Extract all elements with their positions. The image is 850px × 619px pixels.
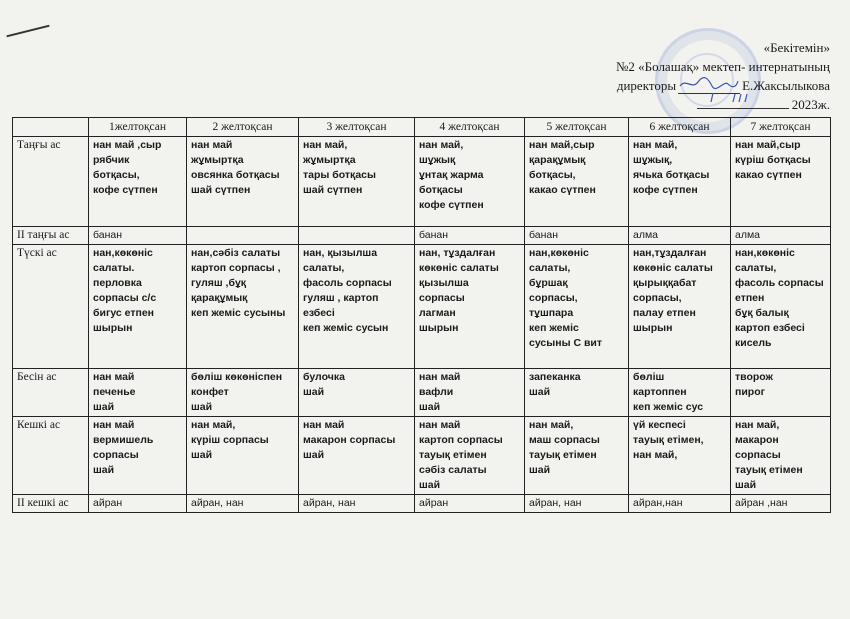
menu-cell: [525, 227, 629, 245]
dish-line: вермишель: [93, 434, 154, 446]
dish-line: салаты,: [735, 262, 777, 274]
dish-line: нан май: [303, 419, 345, 431]
approval-header: [616, 38, 830, 114]
dish-line: айран: [93, 497, 123, 509]
dish-line: бұқ балық: [735, 307, 789, 319]
dish-line: бөліш көкөніспен: [191, 371, 283, 383]
dish-line: тауық етімен,: [633, 434, 704, 446]
menu-cell: [89, 417, 187, 495]
day-header: 4 желтоқсан: [415, 118, 525, 137]
dish-line: творож: [735, 371, 774, 383]
dish-line: шай: [735, 479, 757, 491]
dish-line: нан,көкөніс: [529, 247, 589, 259]
dish-line: нан,көкөніс: [735, 247, 795, 259]
table-row: [13, 495, 831, 513]
dish-line: нан май ,сыр: [93, 139, 162, 151]
dish-line: ботқасы: [419, 184, 463, 196]
dish-line: какао сүтпен: [735, 169, 802, 181]
menu-cell: [629, 495, 731, 513]
dish-line: сусыны С вит: [529, 337, 603, 349]
dish-line: шай сүтпен: [303, 184, 363, 196]
menu-cell: [525, 369, 629, 417]
menu-cell: [299, 227, 415, 245]
dish-line: нан май: [419, 419, 461, 431]
menu-cell: [629, 227, 731, 245]
dish-line: картоппен: [633, 386, 687, 398]
dish-line: тары ботқасы: [303, 169, 376, 181]
menu-cell: [629, 245, 731, 369]
approve-label: «Бекітемін»: [763, 40, 830, 55]
dish-line: көкөніс салаты: [633, 262, 713, 274]
dish-line: шай: [191, 401, 213, 413]
dish-line: шай: [191, 449, 213, 461]
dish-line: нан май,сыр: [529, 139, 595, 151]
day-header: 1желтоқсан: [89, 118, 187, 137]
dish-line: шай: [529, 386, 551, 398]
menu-cell: [187, 227, 299, 245]
menu-cell: [525, 417, 629, 495]
dish-line: нан май,: [529, 419, 574, 431]
day-header: 7 желтоқсан: [731, 118, 831, 137]
meal-label: ІІ кешкі ас: [13, 495, 89, 513]
dish-line: салаты.: [93, 262, 135, 274]
dish-line: сорпасы,: [633, 292, 682, 304]
dish-line: нан, қызылша: [303, 247, 378, 259]
dish-line: макарон сорпасы: [303, 434, 396, 446]
menu-cell: [187, 245, 299, 369]
dish-line: үй кеспесі: [633, 419, 686, 431]
meal-label: Бесін ас: [13, 369, 89, 417]
dish-line: кофе сүтпен: [93, 184, 158, 196]
menu-cell: [525, 245, 629, 369]
dish-line: какао сүтпен: [529, 184, 596, 196]
menu-cell: [731, 137, 831, 227]
scan-artifact-line: [6, 25, 49, 38]
dish-line: тұшпара: [529, 307, 574, 319]
dish-line: маш сорпасы: [529, 434, 600, 446]
dish-line: шырын: [93, 322, 133, 334]
menu-cell: [299, 369, 415, 417]
menu-cell: [525, 495, 629, 513]
dish-line: ботқасы,: [529, 169, 576, 181]
dish-line: шай: [93, 401, 115, 413]
dish-line: тауық етімен: [529, 449, 597, 461]
dish-line: фасоль сорпасы: [735, 277, 824, 289]
dish-line: кисель: [735, 337, 772, 349]
dish-line: салаты,: [303, 262, 345, 274]
menu-cell: [415, 245, 525, 369]
menu-cell: [89, 369, 187, 417]
date-line: [697, 95, 830, 114]
day-header: 6 желтоқсан: [629, 118, 731, 137]
dish-line: картоп езбесі: [735, 322, 805, 334]
dish-line: нан май,сыр: [735, 139, 801, 151]
dish-line: айран, нан: [191, 497, 244, 509]
menu-cell: [187, 137, 299, 227]
table-row: [13, 245, 831, 369]
table-row: [13, 137, 831, 227]
meal-label: ІІ таңғы ас: [13, 227, 89, 245]
dish-line: шұжық: [419, 154, 456, 166]
dish-line: шұжық,: [633, 154, 673, 166]
menu-cell: [415, 369, 525, 417]
dish-line: сорпасы с/с: [93, 292, 157, 304]
dish-line: сорпасы: [419, 292, 465, 304]
meal-label: Түскі ас: [13, 245, 89, 369]
dish-line: алма: [633, 229, 659, 241]
dish-line: нан май,: [633, 139, 678, 151]
dish-line: кофе сүтпен: [419, 199, 484, 211]
dish-line: айран: [419, 497, 449, 509]
dish-line: қызылша: [419, 277, 469, 289]
day-header: 2 желтоқсан: [187, 118, 299, 137]
dish-line: кофе сүтпен: [633, 184, 698, 196]
dish-line: сорпасы,: [529, 292, 578, 304]
menu-cell: [187, 417, 299, 495]
dish-line: көкөніс салаты: [419, 262, 499, 274]
dish-line: айран, нан: [529, 497, 582, 509]
meal-label: Таңғы ас: [13, 137, 89, 227]
dish-line: шай: [303, 449, 325, 461]
dish-line: нан май,: [419, 139, 464, 151]
corner-cell: [13, 118, 89, 137]
dish-line: кеп жеміс сусын: [303, 322, 389, 334]
dish-line: қарақұмық: [191, 292, 248, 304]
dish-line: фасоль сорпасы: [303, 277, 392, 289]
dish-line: макарон: [735, 434, 779, 446]
menu-cell: [629, 369, 731, 417]
dish-line: күріш сорпасы: [191, 434, 269, 446]
dish-line: нан май: [191, 139, 233, 151]
dish-line: бигус етпен: [93, 307, 155, 319]
dish-line: вафли: [419, 386, 454, 398]
dish-line: гуляш ,бұқ: [191, 277, 247, 289]
dish-line: күріш ботқасы: [735, 154, 811, 166]
menu-cell: [525, 137, 629, 227]
dish-line: банан: [529, 229, 559, 241]
dish-line: рябчик: [93, 154, 130, 166]
menu-cell: [731, 417, 831, 495]
dish-line: нан май,: [191, 419, 236, 431]
dish-line: айран ,нан: [735, 497, 788, 509]
menu-cell: [187, 369, 299, 417]
dish-line: нан май: [93, 371, 135, 383]
menu-cell: [629, 137, 731, 227]
dish-line: нан, тұздалған: [419, 247, 496, 259]
dish-line: алма: [735, 229, 761, 241]
weekly-menu-table: [12, 117, 831, 513]
dish-line: сәбіз салаты: [419, 464, 487, 476]
menu-cell: [89, 227, 187, 245]
menu-cell: [415, 417, 525, 495]
dish-line: сорпасы: [93, 449, 139, 461]
dish-line: жұмыртқа: [303, 154, 356, 166]
menu-cell: [731, 369, 831, 417]
dish-line: етпен: [735, 292, 765, 304]
table-row: [13, 417, 831, 495]
table-row: [13, 369, 831, 417]
dish-line: айран, нан: [303, 497, 356, 509]
dish-line: бұршақ: [529, 277, 568, 289]
table-header-row: [13, 118, 831, 137]
dish-line: кеп жеміс сус: [633, 401, 704, 413]
dish-line: запеканка: [529, 371, 581, 383]
dish-line: банан: [419, 229, 449, 241]
dish-line: кеп жеміс сусыны: [191, 307, 286, 319]
dish-line: овсянка ботқасы: [191, 169, 280, 181]
school-name: №2 «Болашақ» мектеп- интернатының: [616, 59, 830, 74]
dish-line: салаты,: [529, 262, 571, 274]
dish-line: палау етпен: [633, 307, 696, 319]
dish-line: ұнтақ жарма: [419, 169, 484, 181]
dish-line: нан,тұздалған: [633, 247, 707, 259]
dish-line: сорпасы: [735, 449, 781, 461]
menu-cell: [89, 495, 187, 513]
dish-line: айран,нан: [633, 497, 683, 509]
dish-line: банан: [93, 229, 123, 241]
menu-cell: [415, 227, 525, 245]
menu-cell: [299, 417, 415, 495]
date-handwritten: [697, 96, 789, 109]
dish-line: нан май,: [303, 139, 348, 151]
menu-cell: [629, 417, 731, 495]
director-name: Е.Жаксылыкова: [742, 78, 830, 93]
meal-label: Кешкі ас: [13, 417, 89, 495]
menu-cell: [415, 137, 525, 227]
director-prefix: директоры: [616, 78, 677, 93]
dish-line: перловка: [93, 277, 142, 289]
menu-cell: [731, 495, 831, 513]
dish-line: шай: [529, 464, 551, 476]
menu-cell: [299, 245, 415, 369]
dish-line: нан,сәбіз салаты: [191, 247, 281, 259]
dish-line: нан май,: [633, 449, 678, 461]
menu-cell: [89, 137, 187, 227]
dish-line: езбесі: [303, 307, 335, 319]
dish-line: шырын: [419, 322, 459, 334]
dish-line: печенье: [93, 386, 136, 398]
menu-cell: [415, 495, 525, 513]
dish-line: гуляш , картоп: [303, 292, 379, 304]
dish-line: шай: [419, 479, 441, 491]
dish-line: шай: [303, 386, 325, 398]
dish-line: кеп жеміс: [529, 322, 579, 334]
menu-cell: [731, 245, 831, 369]
menu-cell: [89, 245, 187, 369]
dish-line: картоп сорпасы: [419, 434, 503, 446]
dish-line: ботқасы,: [93, 169, 140, 181]
menu-cell: [299, 495, 415, 513]
dish-line: қарақұмық: [529, 154, 586, 166]
day-header: 5 желтоқсан: [525, 118, 629, 137]
dish-line: тауық етімен: [419, 449, 487, 461]
dish-line: пирог: [735, 386, 765, 398]
dish-line: тауық етімен: [735, 464, 803, 476]
dish-line: нан,көкөніс: [93, 247, 153, 259]
dish-line: картоп сорпасы ,: [191, 262, 281, 274]
day-header: 3 желтоқсан: [299, 118, 415, 137]
menu-cell: [187, 495, 299, 513]
menu-cell: [299, 137, 415, 227]
dish-line: жұмыртқа: [191, 154, 244, 166]
dish-line: ячька ботқасы: [633, 169, 710, 181]
dish-line: шай сүтпен: [191, 184, 251, 196]
dish-line: нан май: [419, 371, 461, 383]
dish-line: бөліш: [633, 371, 665, 383]
dish-line: булочка: [303, 371, 345, 383]
dish-line: конфет: [191, 386, 229, 398]
dish-line: шай: [419, 401, 441, 413]
dish-line: шырын: [633, 322, 673, 334]
year-label: 2023ж.: [791, 97, 830, 112]
dish-line: лагман: [419, 307, 456, 319]
menu-cell: [731, 227, 831, 245]
table-row: [13, 227, 831, 245]
dish-line: нан май: [93, 419, 135, 431]
dish-line: шай: [93, 464, 115, 476]
dish-line: нан май,: [735, 419, 780, 431]
dish-line: қырыққабат: [633, 277, 697, 289]
menu-body: [13, 118, 831, 513]
